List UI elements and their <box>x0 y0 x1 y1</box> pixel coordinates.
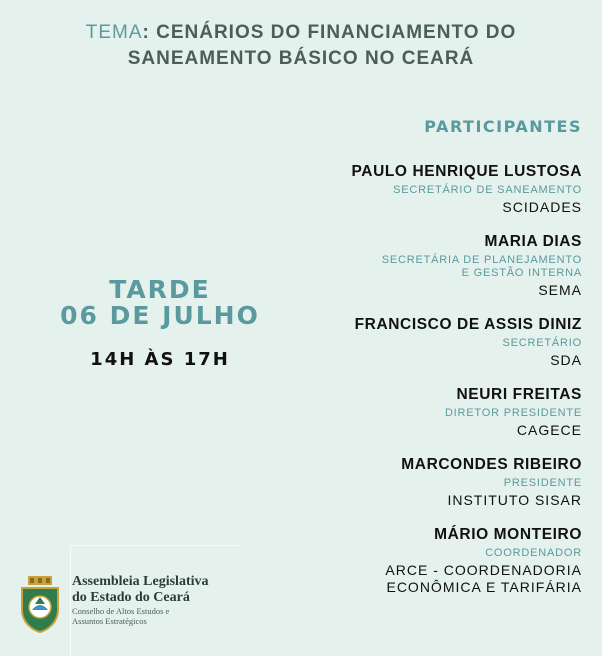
participants-heading: PARTICIPANTES <box>424 117 582 136</box>
period-label: TARDE <box>109 275 211 304</box>
participant-name: FRANCISCO DE ASSIS DINIZ <box>354 316 582 333</box>
participant-org: INSTITUTO SISAR <box>447 492 582 508</box>
participant <box>252 525 582 596</box>
participant-role: COORDENADOR <box>485 547 582 559</box>
participant-role: SECRETÁRIA DE PLANEJAMENTO <box>381 254 582 266</box>
schedule-block <box>20 277 300 370</box>
state-coat-of-arms-icon <box>18 574 62 634</box>
participant-name: NEURI FREITAS <box>456 386 582 403</box>
logo-line-2: do Estado do Ceará <box>72 590 190 605</box>
participant-org: SEMA <box>538 282 582 298</box>
participant <box>252 385 582 439</box>
title-line-2: SANEAMENTO BÁSICO NO CEARÁ <box>127 48 475 69</box>
participant-org: ARCE - COORDENADORIA <box>385 562 582 578</box>
participant-org: SCIDADES <box>502 199 582 215</box>
event-theme-title <box>0 20 602 72</box>
logo-line-1: Assembleia Legislativa <box>72 574 209 589</box>
participant-role: E GESTÃO INTERNA <box>461 267 582 279</box>
participant-org: ECONÔMICA E TARIFÁRIA <box>386 579 582 595</box>
title-text-1: CENÁRIOS DO FINANCIAMENTO DO <box>156 22 517 43</box>
tema-label: TEMA <box>85 22 143 43</box>
participant <box>252 315 582 369</box>
participant-role: PRESIDENTE <box>503 477 582 489</box>
logo-line-3: Conselho de Altos Estudos e <box>72 606 170 616</box>
participant-role: SECRETÁRIO DE SANEAMENTO <box>393 184 582 196</box>
participant-name: MARCONDES RIBEIRO <box>401 456 582 473</box>
event-time: 14H ÀS 17H <box>90 349 230 370</box>
participant-role: SECRETÁRIO <box>502 337 582 349</box>
participant-name: MÁRIO MONTEIRO <box>434 526 582 543</box>
participant-org: SDA <box>550 352 582 368</box>
participant <box>252 232 582 299</box>
logo-line-4: Assuntos Estratégicos <box>72 616 147 626</box>
event-date: 06 DE JULHO <box>60 301 260 330</box>
participants-list <box>252 162 582 612</box>
participant-name: MARIA DIAS <box>484 233 582 250</box>
participant-role: DIRETOR PRESIDENTE <box>444 407 582 419</box>
participant <box>252 455 582 509</box>
participant-name: PAULO HENRIQUE LUSTOSA <box>351 163 582 180</box>
participant-org: CAGECE <box>516 422 582 438</box>
title-line-1: TEMA: CENÁRIOS DO FINANCIAMENTO DO <box>85 22 517 43</box>
participant <box>252 162 582 216</box>
assembly-logo <box>18 574 209 634</box>
logo-text <box>72 574 209 626</box>
